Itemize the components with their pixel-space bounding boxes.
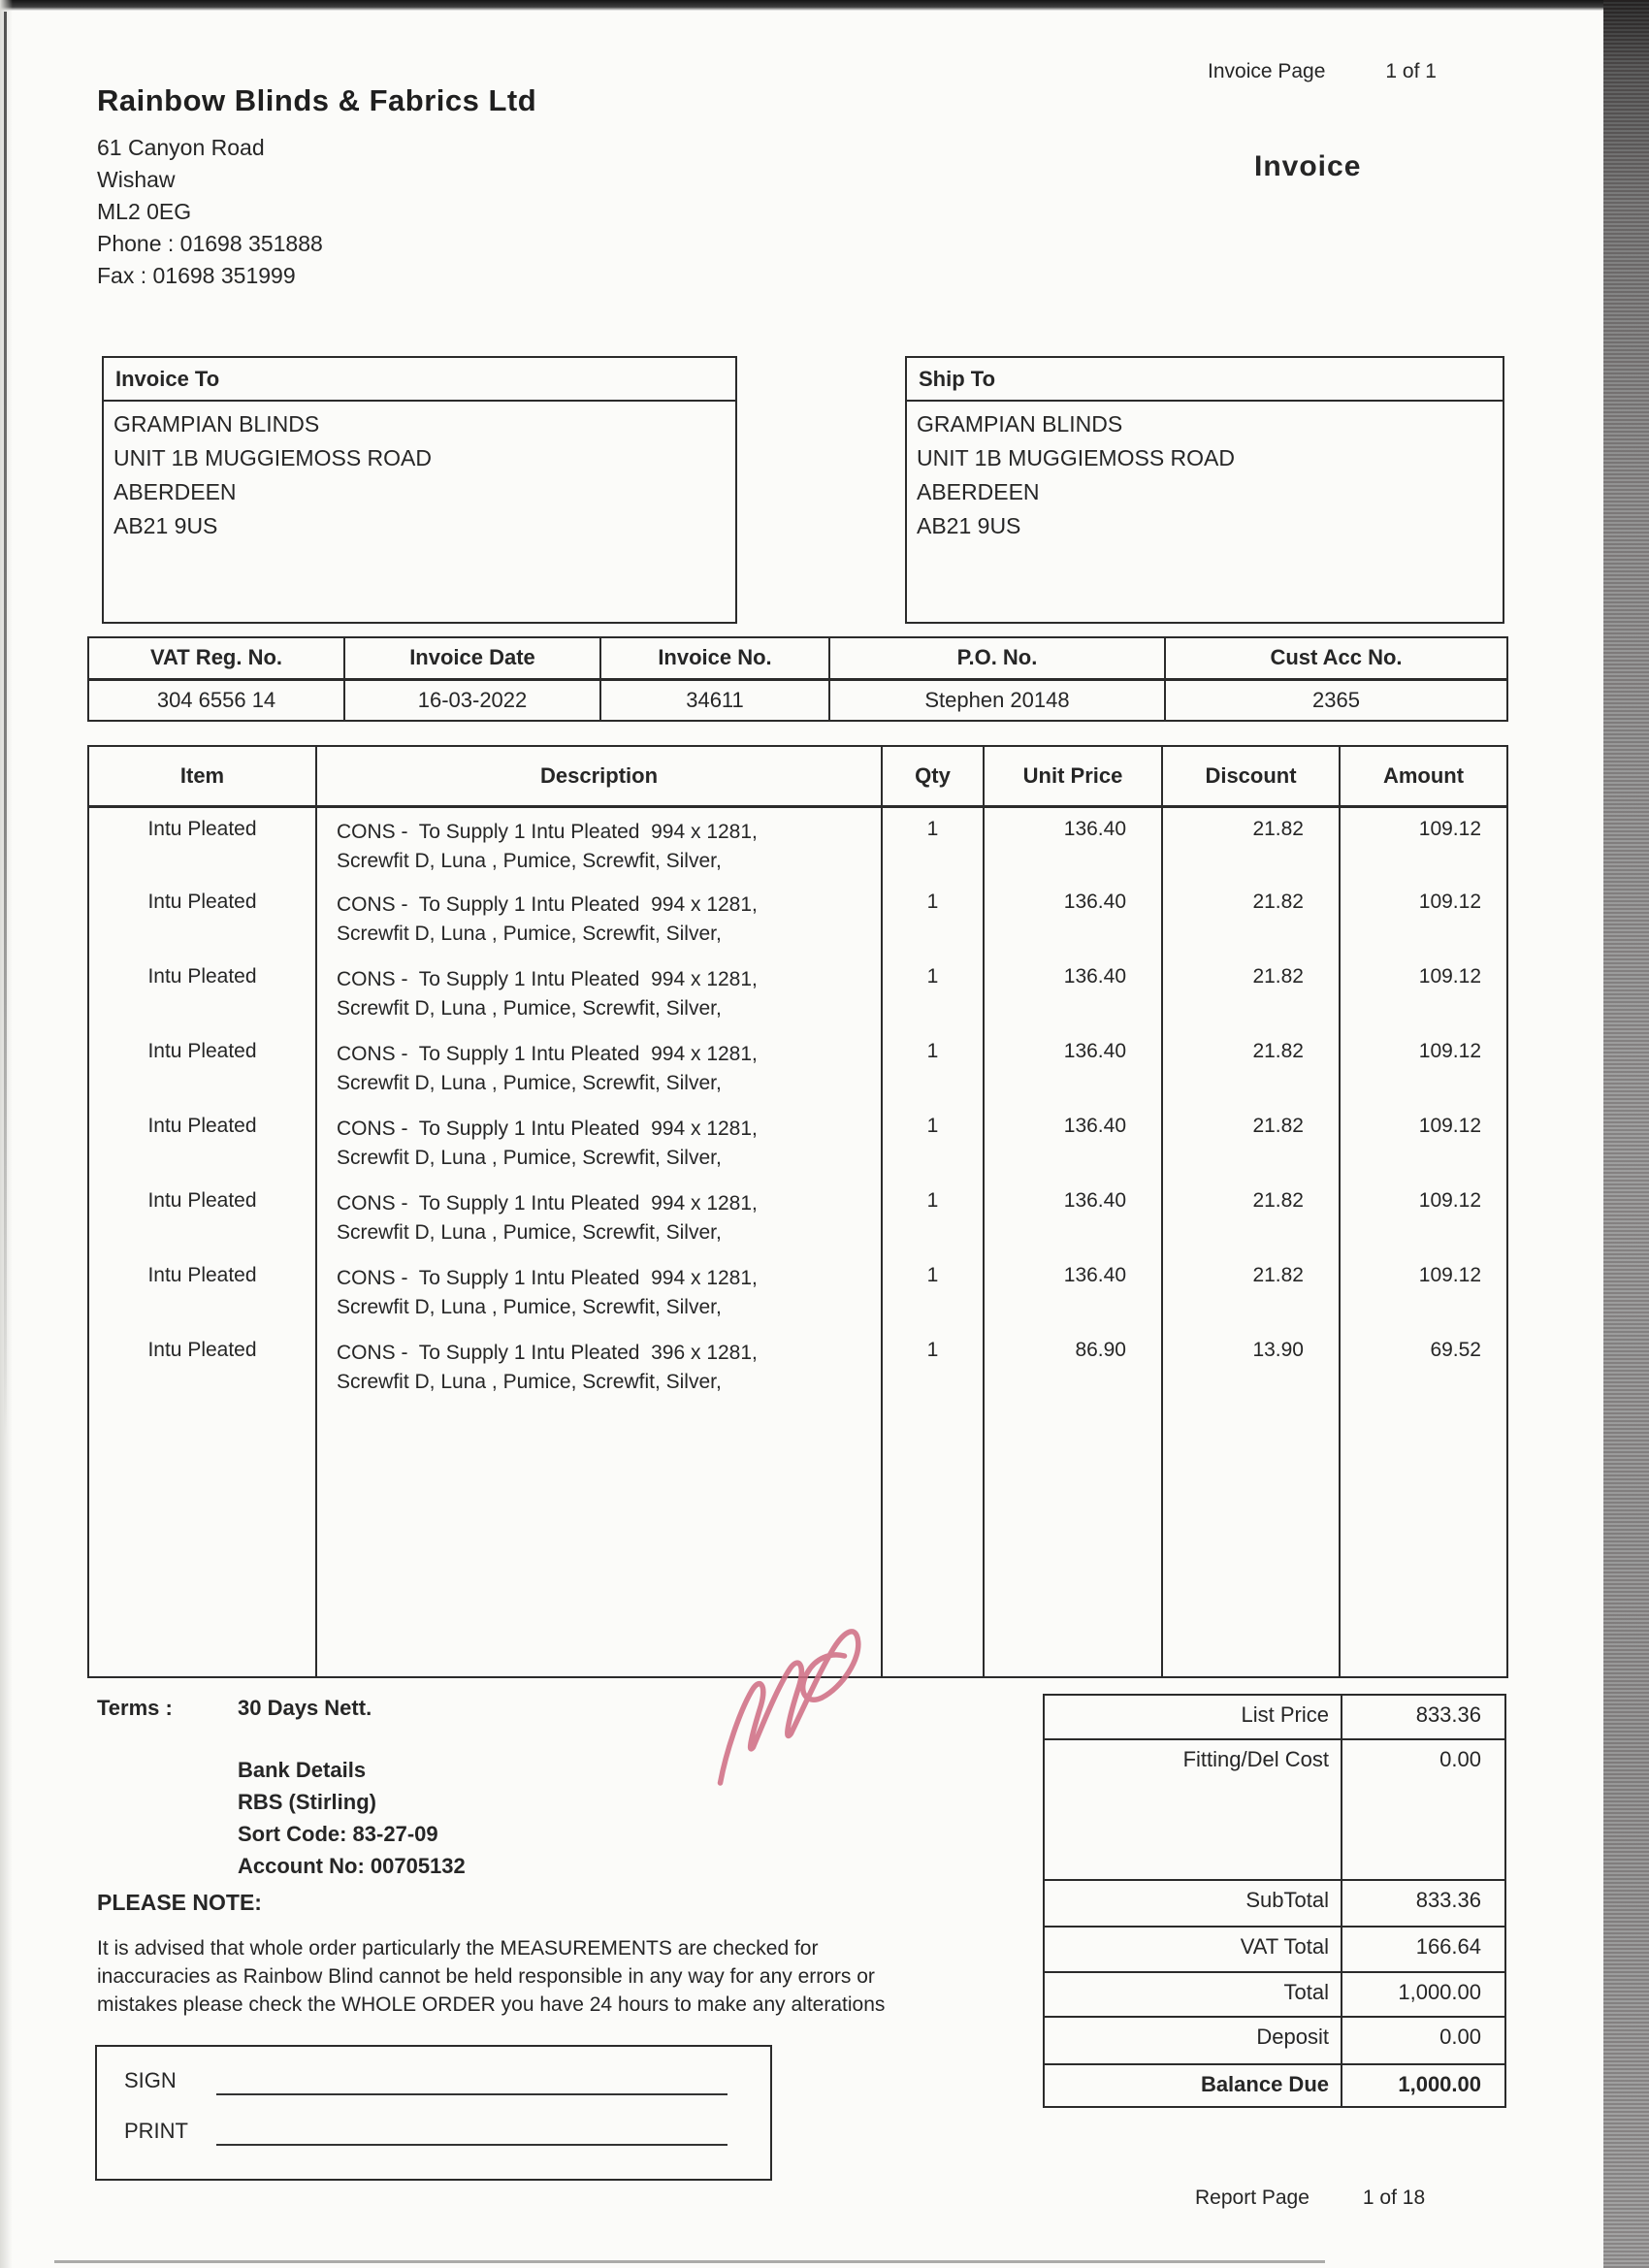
signature-box — [95, 2045, 772, 2181]
fitting-del-cost-label: Fitting/Del Cost — [1044, 1739, 1342, 1880]
vat-total-label: VAT Total — [1044, 1927, 1342, 1972]
item-name: Intu Pleated — [147, 1339, 257, 1361]
invoice-page-label: Invoice Page — [1208, 60, 1326, 82]
items-header-qty: Qty — [882, 746, 984, 806]
items-header-unit-price: Unit Price — [984, 746, 1162, 806]
bank-details-heading: Bank Details — [238, 1758, 367, 1782]
items-header-discount: Discount — [1162, 746, 1340, 806]
meta-header-po-no: P.O. No. — [829, 637, 1165, 679]
invoice-to-line: GRAMPIAN BLINDS — [113, 411, 320, 437]
bank-sort-code: Sort Code: 83-27-09 — [238, 1822, 438, 1846]
totals-row — [1044, 2064, 1505, 2107]
meta-vat-reg-no: 304 6556 14 — [156, 687, 276, 712]
balance-due-label: Balance Due — [1044, 2064, 1342, 2107]
item-amount: 109.12 — [1340, 881, 1507, 956]
item-discount: 21.82 — [1162, 1180, 1340, 1254]
item-unit-price: 136.40 — [984, 806, 1162, 881]
table-row — [88, 806, 1507, 881]
item-amount: 109.12 — [1340, 1180, 1507, 1254]
item-discount: 21.82 — [1162, 806, 1340, 881]
invoice-meta-table — [87, 636, 1508, 722]
items-header-description: Description — [316, 746, 882, 806]
subtotal-label: SubTotal — [1044, 1880, 1342, 1927]
deposit-value: 0.00 — [1342, 2017, 1505, 2064]
table-row — [88, 1329, 1507, 1404]
note-paragraph — [97, 1934, 885, 2019]
item-description: CONS - To Supply 1 Intu Pleated 994 x 1281, Screwfit D, Luna , Pumice, Screwfit, Silver, — [316, 956, 882, 1030]
report-page-value: 1 of 18 — [1362, 2187, 1426, 2209]
item-amount: 109.12 — [1340, 1105, 1507, 1180]
terms-label: Terms : — [97, 1696, 173, 1720]
vat-total-value: 166.64 — [1342, 1927, 1505, 1972]
scan-edge-right — [1603, 0, 1649, 2268]
item-name: Intu Pleated — [147, 1040, 257, 1062]
ship-to-title: Ship To — [907, 358, 1503, 402]
item-description: CONS - To Supply 1 Intu Pleated 396 x 1281, Screwfit D, Luna , Pumice, Screwfit, Silver, — [316, 1329, 882, 1404]
item-unit-price: 136.40 — [984, 1254, 1162, 1329]
ship-to-line: UNIT 1B MUGGIEMOSS ROAD — [917, 445, 1236, 470]
items-header-item: Item — [88, 746, 316, 806]
totals-row — [1044, 1927, 1505, 1972]
item-amount: 109.12 — [1340, 1030, 1507, 1105]
totals-row — [1044, 1695, 1505, 1739]
item-discount: 21.82 — [1162, 1254, 1340, 1329]
items-header-amount: Amount — [1340, 746, 1507, 806]
meta-invoice-no: 34611 — [600, 679, 829, 721]
totals-row — [1044, 1880, 1505, 1927]
note-line: It is advised that whole order particularly the MEASUREMENTS are checked for — [97, 1937, 819, 1960]
bank-name: RBS (Stirling) — [238, 1790, 376, 1814]
item-unit-price: 136.40 — [984, 956, 1162, 1030]
item-description: CONS - To Supply 1 Intu Pleated 994 x 1281, Screwfit D, Luna , Pumice, Screwfit, Silver, — [316, 806, 882, 881]
company-name: Rainbow Blinds & Fabrics Ltd — [97, 83, 537, 117]
table-row — [88, 881, 1507, 956]
company-address-line: ML2 0EG — [97, 199, 192, 224]
item-discount: 13.90 — [1162, 1329, 1340, 1404]
item-qty: 1 — [882, 806, 984, 881]
meta-value-row — [88, 679, 1507, 721]
item-unit-price: 136.40 — [984, 881, 1162, 956]
subtotal-value: 833.36 — [1342, 1880, 1505, 1927]
item-discount: 21.82 — [1162, 1030, 1340, 1105]
item-description: CONS - To Supply 1 Intu Pleated 994 x 1281, Screwfit D, Luna , Pumice, Screwfit, Silver, — [316, 881, 882, 956]
deposit-label: Deposit — [1044, 2017, 1342, 2064]
terms-value: 30 Days Nett. — [238, 1696, 372, 1720]
company-address-line: Wishaw — [97, 167, 176, 192]
item-amount: 109.12 — [1340, 956, 1507, 1030]
invoice-to-line: UNIT 1B MUGGIEMOSS ROAD — [113, 445, 433, 470]
meta-header-cust-acc: Cust Acc No. — [1165, 637, 1507, 679]
meta-cust-acc-no: 2365 — [1165, 679, 1507, 721]
item-discount: 21.82 — [1162, 1105, 1340, 1180]
print-label: PRINT — [124, 2119, 188, 2143]
note-line: inaccuracies as Rainbow Blind cannot be held responsible in any way for any errors or — [97, 1965, 875, 1988]
meta-header-invoice-no: Invoice No. — [600, 637, 829, 679]
invoice-to-line: AB21 9US — [113, 513, 218, 538]
item-qty: 1 — [882, 1030, 984, 1105]
meta-header-invoice-date: Invoice Date — [344, 637, 600, 679]
report-page-indicator — [1195, 2187, 1425, 2210]
bank-details-block — [238, 1754, 466, 1882]
item-qty: 1 — [882, 1105, 984, 1180]
item-unit-price: 136.40 — [984, 1030, 1162, 1105]
totals-row — [1044, 1739, 1505, 1880]
totals-row — [1044, 2017, 1505, 2064]
company-address-line: 61 Canyon Road — [97, 135, 265, 160]
item-qty: 1 — [882, 1329, 984, 1404]
item-name: Intu Pleated — [147, 1115, 257, 1137]
invoice-page-indicator — [1208, 60, 1437, 83]
invoice-to-line: ABERDEEN — [113, 479, 237, 504]
sign-label: SIGN — [124, 2068, 177, 2092]
totals-table — [1043, 1694, 1506, 2108]
invoice-to-title: Invoice To — [104, 358, 735, 402]
balance-due-value: 1,000.00 — [1398, 2072, 1481, 2096]
item-amount: 69.52 — [1340, 1329, 1507, 1404]
meta-header-vat: VAT Reg. No. — [88, 637, 344, 679]
item-qty: 1 — [882, 956, 984, 1030]
invoice-page-value: 1 of 1 — [1385, 60, 1437, 82]
note-line: mistakes please check the WHOLE ORDER you have 24 hours to make any alterations — [97, 1993, 886, 2016]
totals-row — [1044, 1972, 1505, 2017]
table-row — [88, 1254, 1507, 1329]
item-qty: 1 — [882, 1180, 984, 1254]
item-description: CONS - To Supply 1 Intu Pleated 994 x 1281, Screwfit D, Luna , Pumice, Screwfit, Silver, — [316, 1254, 882, 1329]
item-amount: 109.12 — [1340, 1254, 1507, 1329]
table-row — [88, 1030, 1507, 1105]
document-title: Invoice — [1254, 150, 1362, 182]
item-description: CONS - To Supply 1 Intu Pleated 994 x 1281, Screwfit D, Luna , Pumice, Screwfit, Silver, — [316, 1105, 882, 1180]
meta-po-no: Stephen 20148 — [829, 679, 1165, 721]
item-unit-price: 136.40 — [984, 1105, 1162, 1180]
scan-line-bottom — [54, 2260, 1325, 2263]
total-label: Total — [1044, 1972, 1342, 2017]
item-amount: 109.12 — [1340, 806, 1507, 881]
company-phone: Phone : 01698 351888 — [97, 231, 323, 256]
ship-to-line: ABERDEEN — [917, 479, 1040, 504]
item-discount: 21.82 — [1162, 956, 1340, 1030]
ship-to-line: GRAMPIAN BLINDS — [917, 411, 1123, 437]
items-header-row — [88, 746, 1507, 806]
ship-to-box — [905, 356, 1504, 624]
item-description: CONS - To Supply 1 Intu Pleated 994 x 1281, Screwfit D, Luna , Pumice, Screwfit, Silver, — [316, 1180, 882, 1254]
table-row — [88, 956, 1507, 1030]
scan-edge-top — [0, 0, 1649, 11]
list-price-label: List Price — [1044, 1695, 1342, 1739]
item-name: Intu Pleated — [147, 1189, 257, 1212]
line-items-table — [87, 745, 1508, 1678]
fitting-del-cost-value: 0.00 — [1342, 1739, 1505, 1880]
item-qty: 1 — [882, 881, 984, 956]
handwritten-annotation — [696, 1589, 866, 1793]
table-row — [88, 1180, 1507, 1254]
terms-block — [97, 1696, 372, 1721]
total-value: 1,000.00 — [1342, 1972, 1505, 2017]
item-unit-price: 136.40 — [984, 1180, 1162, 1254]
item-name: Intu Pleated — [147, 965, 257, 988]
please-note-heading: PLEASE NOTE: — [97, 1890, 262, 1915]
item-name: Intu Pleated — [147, 1264, 257, 1286]
company-fax: Fax : 01698 351999 — [97, 263, 296, 288]
report-page-label: Report Page — [1195, 2187, 1310, 2209]
item-qty: 1 — [882, 1254, 984, 1329]
table-row — [88, 1105, 1507, 1180]
company-block — [97, 83, 536, 292]
item-name: Intu Pleated — [147, 891, 257, 913]
item-name: Intu Pleated — [147, 817, 257, 840]
ship-to-line: AB21 9US — [917, 513, 1021, 538]
invoice-to-box — [102, 356, 737, 624]
item-unit-price: 86.90 — [984, 1329, 1162, 1404]
bank-account-no: Account No: 00705132 — [238, 1854, 466, 1878]
item-discount: 21.82 — [1162, 881, 1340, 956]
sign-line — [216, 2093, 728, 2095]
meta-header-row — [88, 637, 1507, 679]
item-description: CONS - To Supply 1 Intu Pleated 994 x 1281, Screwfit D, Luna , Pumice, Screwfit, Silver, — [316, 1030, 882, 1105]
meta-invoice-date: 16-03-2022 — [344, 679, 600, 721]
list-price-value: 833.36 — [1342, 1695, 1505, 1739]
print-line — [216, 2144, 728, 2146]
scan-line-left — [4, 12, 7, 1438]
